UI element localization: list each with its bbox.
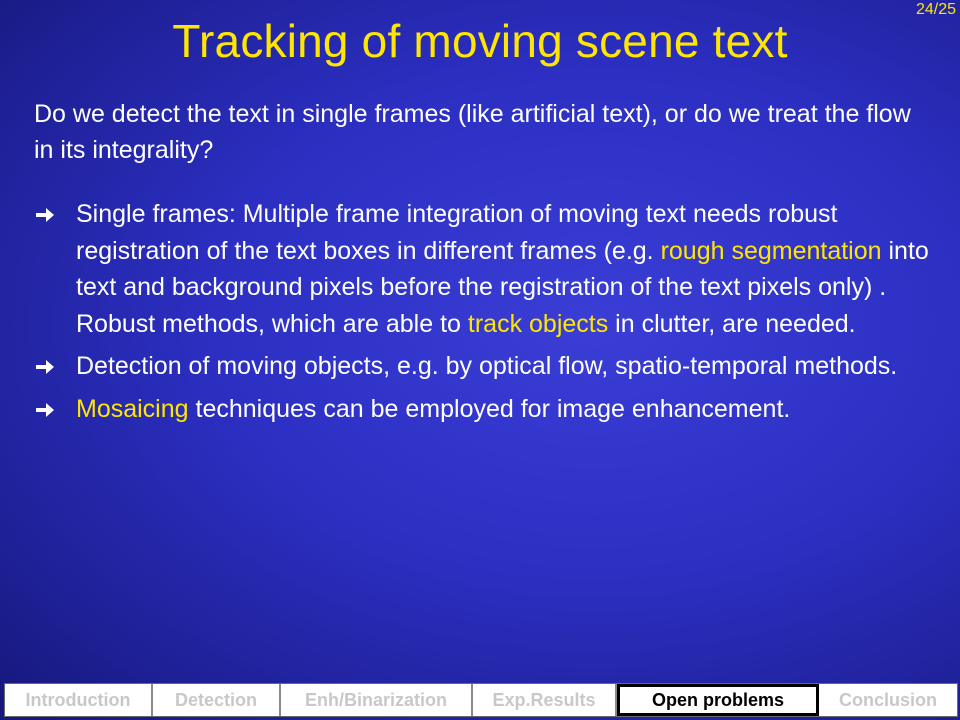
right-arrow-icon: [34, 356, 56, 378]
intro-question: Do we detect the text in single frames (like artificial text), or do we treat the flow in its integrality?: [34, 100, 911, 164]
bullet-item: [34, 391, 934, 428]
highlight-mosaicing: Mosaicing: [76, 394, 189, 423]
tab-exp-results[interactable]: Exp.Results: [473, 684, 617, 716]
bullet-text-segment: in clutter, are needed.: [608, 309, 856, 338]
right-arrow-icon: [34, 399, 56, 421]
tab-conclusion[interactable]: Conclusion: [839, 689, 937, 710]
bullet-text-segment: Single frames: Multiple frame integration of moving text needs robust registration of the text boxes in different frames (e.g.: [76, 200, 838, 265]
tab-introduction[interactable]: Introduction: [5, 684, 153, 716]
highlight-rough-segmentation: rough segmentation: [660, 236, 882, 265]
bullet-text: [76, 395, 790, 423]
bullet-text: [76, 352, 897, 380]
tab-enh-binarization[interactable]: Enh/Binarization: [281, 684, 473, 716]
slide-title: Tracking of moving scene text: [172, 15, 788, 67]
tab-open-problems[interactable]: Open problems: [617, 684, 819, 716]
bullet-item: [34, 348, 934, 385]
page-number: 24/25: [915, 1, 956, 18]
tab-detection[interactable]: Detection: [153, 684, 281, 716]
highlight-track-objects: track objects: [467, 309, 609, 338]
bullet-text: [76, 200, 929, 338]
bullet-item: [34, 196, 934, 342]
bullet-text-segment: Detection of moving objects, e.g. by optical flow, spatio-temporal methods.: [76, 352, 898, 381]
bullet-text-segment: into text and background pixels before the registration of the text pixels only) . Robust methods, which are able to: [76, 236, 929, 338]
section-nav-bar: [4, 683, 958, 717]
bullet-text-segment: techniques can be employed for image enhancement.: [188, 394, 791, 423]
bullet-list: [34, 196, 934, 434]
right-arrow-icon: [34, 204, 56, 226]
